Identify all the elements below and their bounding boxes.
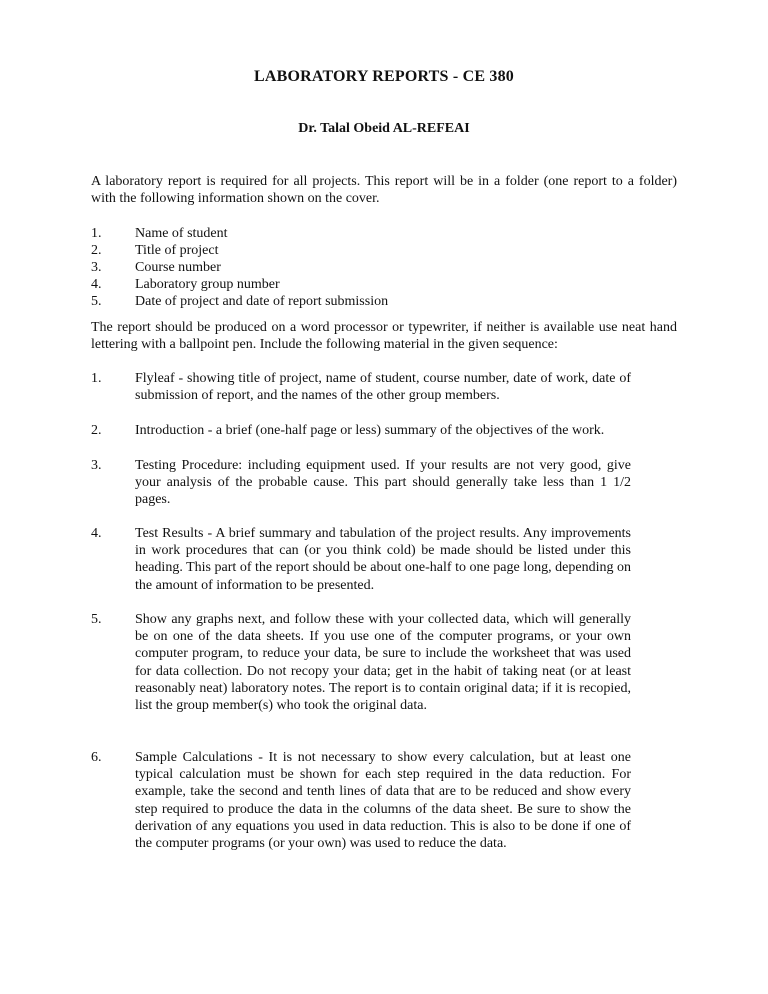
sequence-item-number: 4.: [91, 526, 102, 541]
list-item: [91, 293, 691, 310]
sequence-item-number: 2.: [91, 423, 102, 438]
list-item: [91, 242, 691, 259]
list-item-text: Name of student: [135, 226, 228, 241]
list-item-number: 2.: [91, 243, 102, 259]
intro-paragraph: A laboratory report is required for all projects. This report will be in a folder (one report to a folder) with the following information shown on the cover.: [91, 174, 677, 207]
document-title: LABORATORY REPORTS - CE 380: [253, 68, 514, 85]
list-item: [91, 276, 691, 293]
list-item: [91, 259, 691, 276]
sequence-item-number: 6.: [91, 750, 102, 765]
list-item-number: 5.: [91, 294, 102, 310]
sequence-item-number: 5.: [91, 612, 102, 627]
list-item-text: Title of project: [135, 243, 219, 259]
report-format-paragraph: The report should be produced on a word processor or typewriter, if neither is available use neat hand lettering with a ballpoint pen. Include the following material in the given sequence:: [91, 320, 677, 353]
sequence-item-text: Flyleaf - showing title of project, name of student, course number, date of work, date of submission of report, and the names of the other group members.: [135, 371, 631, 404]
sequence-item-text: Introduction - a brief (one-half page or less) summary of the objectives of the work.: [135, 423, 605, 438]
sequence-item-text: Testing Procedure: including equipment used. If your results are not very good, give your analysis of the probable cause. This part should generally take less than 1 1/2 pages.: [135, 458, 631, 508]
sequence-item-text: Sample Calculations - It is not necessary to show every calculation, but at least one typical calculation must be shown for each step required in the data reduction. For example, take the second and tenth lines of data that are to be reduced and show every step required to produce the data in the columns of the data sheet. Be sure to show the derivation of any equations you used in data reduction. This is also to be done if one of the computer programs (or your own) was used to reduce the data.: [135, 750, 631, 852]
list-item-text: Laboratory group number: [135, 277, 280, 293]
sequence-item-text: Show any graphs next, and follow these with your collected data, which will generally be on one of the data sheets. If you use one of the computer programs, or your own computer program, to reduce your data, be sure to include the worksheet that was used for data collection. Do not recopy your data; get in the habit of taking neat (or at least reasonably neat) laboratory notes. The report is to contain original data; if it is recopied, list the group member(s) who took the original data.: [135, 612, 631, 714]
cover-info-list: [91, 225, 691, 310]
author-name: Dr. Talal Obeid AL-REFEAI: [298, 121, 470, 136]
list-item-number: 1.: [91, 226, 102, 241]
list-item-number: 3.: [91, 260, 102, 276]
list-item-number: 4.: [91, 277, 102, 293]
list-item-text: Course number: [135, 260, 221, 276]
list-item: [91, 225, 691, 242]
sequence-item-number: 1.: [91, 371, 102, 386]
list-item-text: Date of project and date of report submission: [135, 294, 389, 310]
sequence-item-text: Test Results - A brief summary and tabulation of the project results. Any improvements in work procedures that can (or you think cold) be made should be listed under this heading. This part of the report should be about one-half to one page long, depending on the amount of information to be presented.: [135, 526, 631, 593]
sequence-item-number: 3.: [91, 458, 102, 473]
